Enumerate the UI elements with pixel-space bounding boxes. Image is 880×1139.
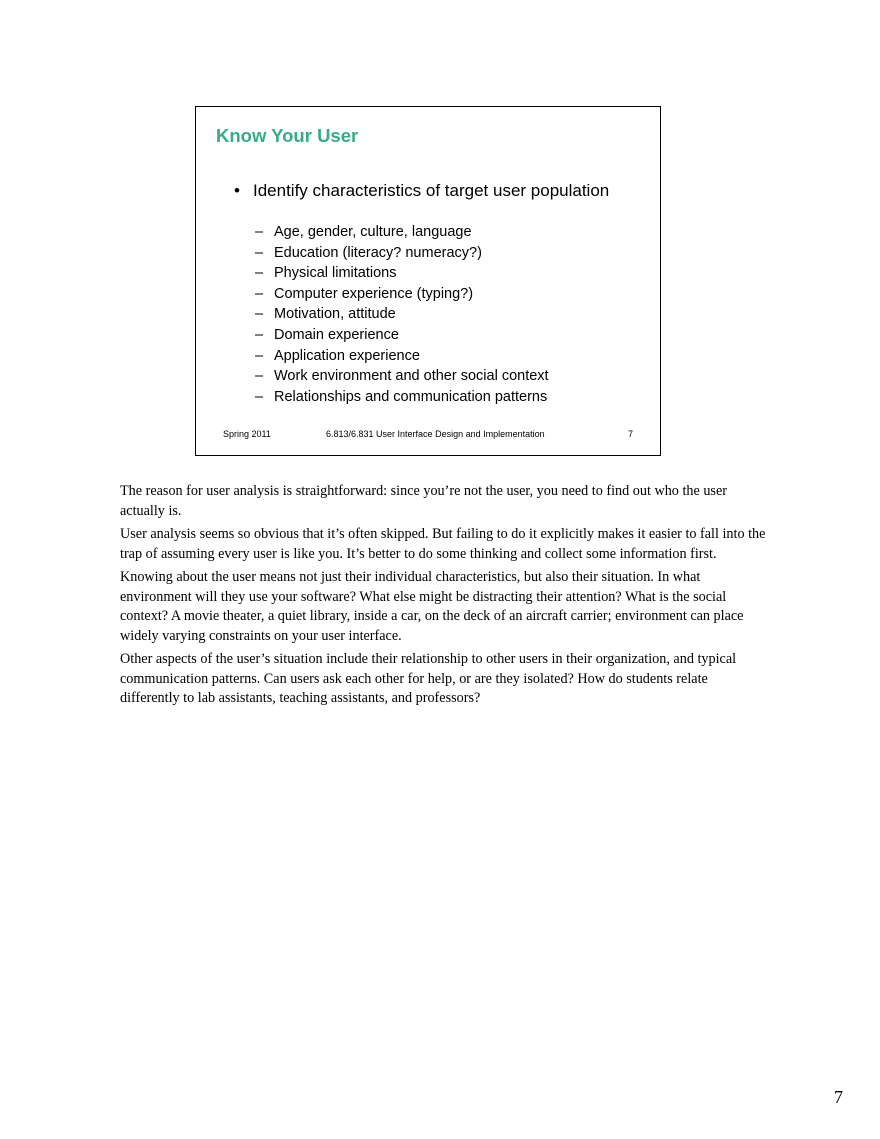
footer-course: 6.813/6.831 User Interface Design and Implementation <box>326 429 545 439</box>
bullet-marker: • <box>234 181 240 200</box>
subitem-marker: – <box>255 347 264 364</box>
slide-subitem <box>255 387 645 408</box>
slide-subitem <box>255 325 645 346</box>
notes-paragraph: User analysis seems so obvious that it’s often skipped. But failing to do it explicitly makes it easier to fall into the trap of assuming every user is like you. It’s better to do some thinking and collect some information first. <box>120 526 766 562</box>
slide-subitem <box>255 243 645 264</box>
subitem-text: Application experience <box>274 347 420 364</box>
subitem-text: Relationships and communication patterns <box>274 388 548 405</box>
subitem-marker: – <box>255 265 264 282</box>
slide-subitem <box>255 284 645 305</box>
subitem-marker: – <box>255 326 264 343</box>
slide-title: Know Your User <box>216 125 359 146</box>
subitem-marker: – <box>255 368 264 385</box>
slide-subitem <box>255 366 645 387</box>
subitem-marker: – <box>255 244 264 261</box>
subitem-marker: – <box>255 306 264 323</box>
subitem-text: Education (literacy? numeracy?) <box>274 244 482 261</box>
notes-paragraph: Other aspects of the user’s situation include their relationship to other users in their organization, and typical communication patterns. Can users ask each other for help, or are they isolated? How do students relate differently to lab assistants, teaching assistants, and professors? <box>120 651 737 706</box>
subitem-text: Work environment and other social context <box>274 368 549 385</box>
subitem-marker: – <box>255 224 264 240</box>
subitem-text: Age, gender, culture, language <box>274 224 472 240</box>
slide-bullet <box>234 181 634 201</box>
subitem-text: Computer experience (typing?) <box>274 285 474 302</box>
slide-subitem <box>255 346 645 367</box>
bullet-text: Identify characteristics of target user population <box>253 181 610 200</box>
slide-subitem <box>255 304 645 325</box>
subitem-text: Domain experience <box>274 326 399 343</box>
notes-paragraph: Knowing about the user means not just their individual characteristics, but also their situation. In what environment will they use your software? What else might be distracting their attention? What is the social context? A movie theater, a quiet library, inside a car, on the deck of an aircraft carrier; environment can place widely varying constraints on your user interface. <box>120 569 744 644</box>
slide-subitem-list <box>255 222 645 407</box>
footer-slide-number: 7 <box>627 429 633 439</box>
slide-image <box>195 106 661 456</box>
slide-subitem <box>255 263 645 284</box>
subitem-marker: – <box>255 388 264 405</box>
lecture-notes <box>120 482 770 713</box>
subitem-text: Physical limitations <box>274 265 397 282</box>
subitem-marker: – <box>255 285 264 302</box>
notes-paragraph: The reason for user analysis is straightforward: since you’re not the user, you need to find out who the user actually is. <box>120 483 727 519</box>
subitem-text: Motivation, attitude <box>274 306 396 323</box>
slide-subitem <box>255 222 645 243</box>
page-number: 7 <box>834 1087 843 1107</box>
footer-date: Spring 2011 <box>223 429 271 439</box>
